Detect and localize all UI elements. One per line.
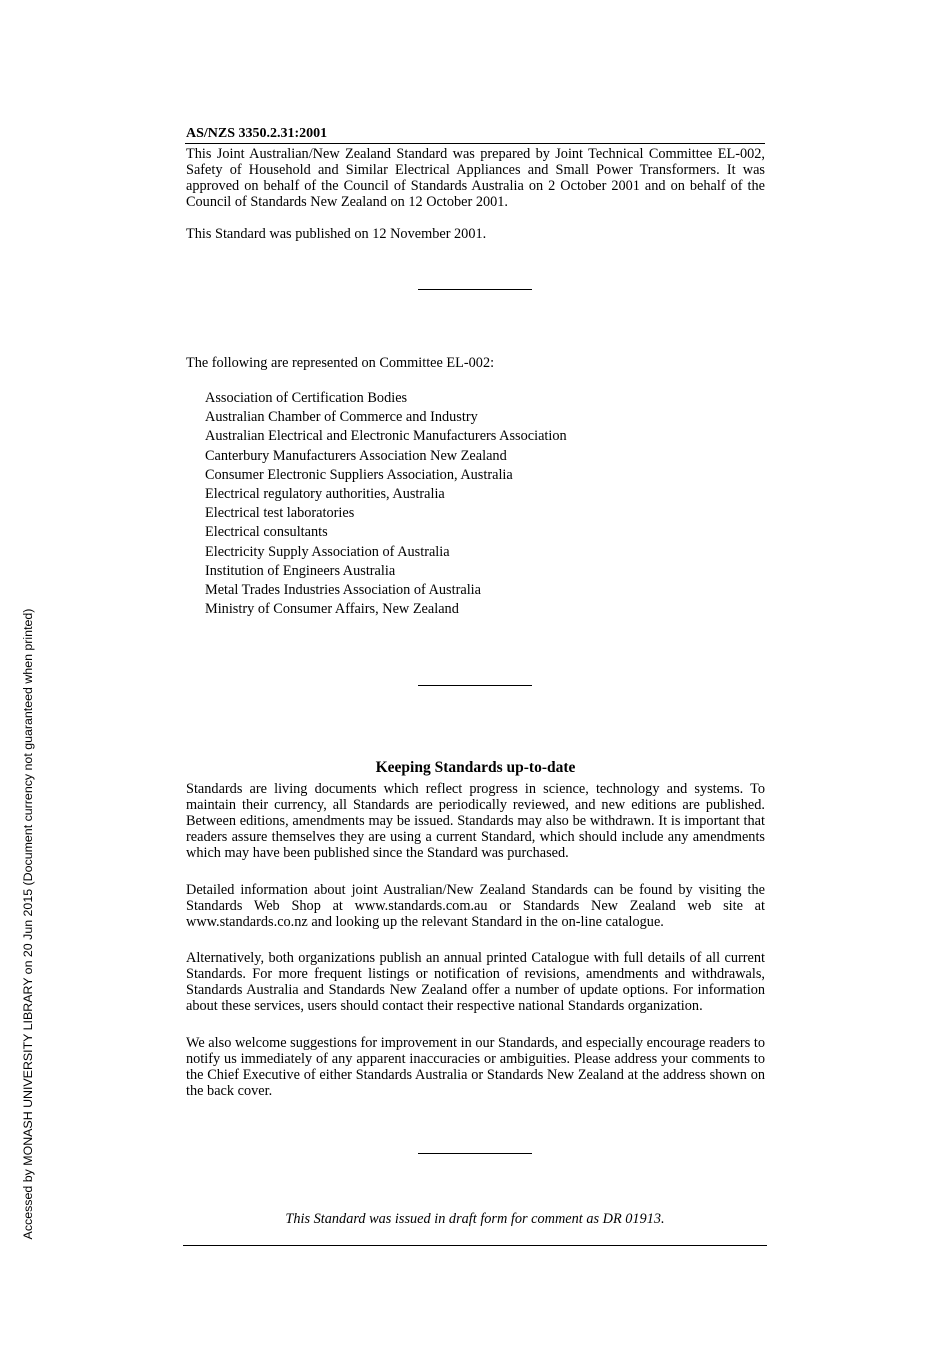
committee-member: Canterbury Manufacturers Association New Zealand <box>205 447 507 464</box>
publication-date-line: This Standard was published on 12 November 2001. <box>186 226 487 242</box>
committee-member: Ministry of Consumer Affairs, New Zealand <box>205 601 459 618</box>
committee-member: Electrical consultants <box>205 524 328 541</box>
keeping-up-to-date-heading: Keeping Standards up-to-date <box>375 759 576 776</box>
preparation-paragraph: This Joint Australian/New Zealand Standard was prepared by Joint Technical Committee EL-002, Safety of Household and Similar Electrical Appliances and Small Power Transformers. It was approved on behalf of the Council of Standards Australia on 2 October 2001 and on behalf of the Council of Standards New Zealand on 12 October 2001. <box>186 146 765 210</box>
committee-member: Association of Certification Bodies <box>205 390 408 406</box>
committee-member: Electrical test laboratories <box>205 505 355 522</box>
header-rule <box>185 143 765 144</box>
document-id: AS/NZS 3350.2.31:2001 <box>186 126 328 141</box>
committee-member: Metal Trades Industries Association of Australia <box>205 581 481 598</box>
keeping-paragraph: Standards are living documents which reflect progress in science, technology and systems. To maintain their currency, all Standards are periodically reviewed, and new editions are published. Between editions, amendments may be issued. Standards may also be withdrawn. It is important that readers assure themselves they are using a current Standard, which should include any amendments which may have been published since the Standard was purchased. <box>186 781 765 861</box>
section-separator <box>418 685 532 686</box>
draft-note: This Standard was issued in draft form for comment as DR 01913. <box>285 1211 665 1227</box>
committee-member-list <box>205 390 567 620</box>
committee-intro: The following are represented on Committee EL-002: <box>186 355 495 371</box>
footer-rule <box>183 1245 767 1246</box>
committee-member: Australian Electrical and Electronic Manufacturers Association <box>205 428 567 445</box>
section-separator <box>418 1153 532 1154</box>
keeping-paragraph: Detailed information about joint Australian/New Zealand Standards can be found by visiting the Standards Web Shop at www.standards.com.au or Standards New Zealand web site at www.standards.co.nz and looking up the relevant Standard in the on-line catalogue. <box>186 882 765 930</box>
committee-member: Institution of Engineers Australia <box>205 562 396 579</box>
committee-member: Electrical regulatory authorities, Australia <box>205 485 445 502</box>
access-watermark-text: Accessed by MONASH UNIVERSITY LIBRARY on 20 Jun 2015 (Document currency not guaranteed when printed) <box>21 608 35 1240</box>
committee-member: Electricity Supply Association of Australia <box>205 543 450 560</box>
section-separator <box>418 289 532 290</box>
committee-member: Consumer Electronic Suppliers Association, Australia <box>205 466 513 483</box>
keeping-paragraph: We also welcome suggestions for improvement in our Standards, and especially encourage readers to notify us immediately of any apparent inaccuracies or ambiguities. Please address your comments to the Chief Executive of either Standards Australia or Standards New Zealand at the address shown on the back cover. <box>186 1035 765 1099</box>
committee-member: Australian Chamber of Commerce and Industry <box>205 409 478 426</box>
keeping-paragraph: Alternatively, both organizations publish an annual printed Catalogue with full details of all current Standards. For more frequent listings or notification of revisions, amendments and withdrawals, Standards Australia and Standards New Zealand offer a number of update options. For information about these services, users should contact their respective national Standards organization. <box>186 950 765 1014</box>
